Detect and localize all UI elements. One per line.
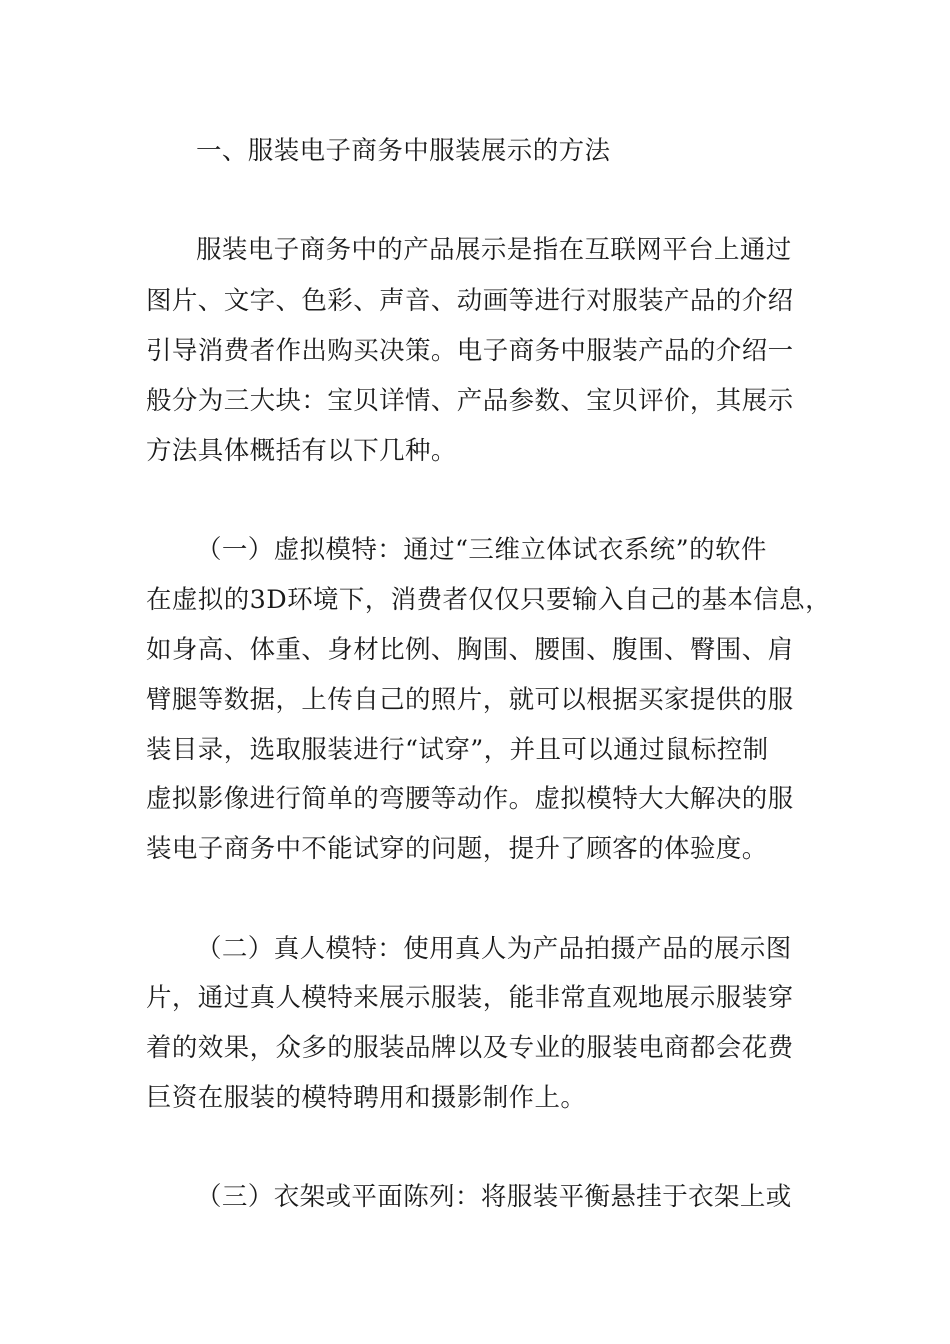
paragraph-1-line-4: 般分为三大块：宝贝详情、产品参数、宝贝评价，其展示 [146,386,794,416]
paragraph-3-line-2: 片，通过真人模特来展示服装，能非常直观地展示服装穿 [146,983,794,1013]
paragraph-4-line-1: （三）衣架或平面陈列：将服装平衡悬挂于衣架上或 [196,1182,792,1212]
paragraph-2-line-6: 虚拟影像进行简单的弯腰等动作。虚拟模特大大解决的服 [146,784,794,814]
paragraph-2-line-1: （一）虚拟模特：通过“三维立体试衣系统”的软件 [196,535,767,565]
paragraph-2-line-7: 装电子商务中不能试穿的问题，提升了顾客的体验度。 [146,834,768,864]
paragraph-2-line-4: 臂腿等数据，上传自己的照片，就可以根据买家提供的服 [146,685,794,715]
paragraph-1-line-3: 引导消费者作出购买决策。电子商务中服装产品的介绍一 [146,336,794,366]
paragraph-1-line-2: 图片、文字、色彩、声音、动画等进行对服装产品的介绍 [146,286,794,316]
paragraph-3-line-4: 巨资在服装的模特聘用和摄影制作上。 [146,1083,587,1113]
section-heading: 一、服装电子商务中服装展示的方法 [196,136,611,166]
paragraph-3-line-1: （二）真人模特：使用真人为产品拍摄产品的展示图 [196,934,792,964]
paragraph-3-line-3: 着的效果，众多的服装品牌以及专业的服装电商都会花费 [146,1033,794,1063]
paragraph-2-line-5: 装目录，选取服装进行“试穿”，并且可以通过鼠标控制 [146,735,769,765]
paragraph-2-line-2: 在虚拟的3D环境下，消费者仅仅只要输入自己的基本信息， [146,585,831,615]
paragraph-1-line-5: 方法具体概括有以下几种。 [146,436,457,466]
paragraph-1-line-1: 服装电子商务中的产品展示是指在互联网平台上通过 [196,235,792,265]
paragraph-2-line-3: 如身高、体重、身材比例、胸围、腰围、腹围、臀围、肩 [146,635,794,665]
